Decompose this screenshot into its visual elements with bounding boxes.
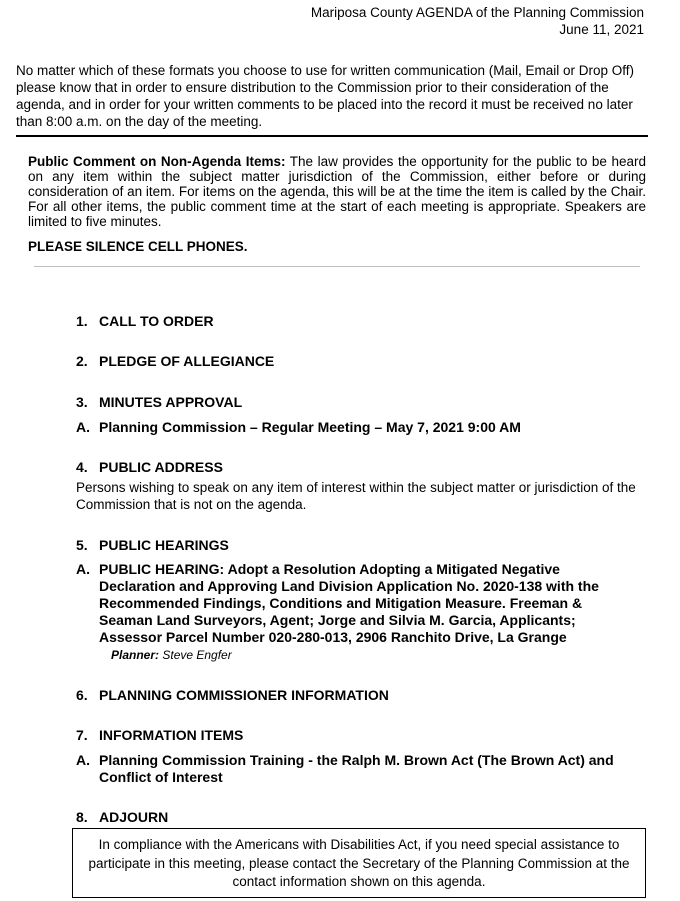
agenda-item-pledge	[76, 353, 274, 370]
page-header	[311, 4, 644, 38]
agenda-item-public-address	[76, 459, 223, 476]
item-number: 1.	[76, 313, 88, 329]
agenda-item-information-items	[76, 727, 243, 744]
item-label: ADJOURN	[99, 809, 169, 825]
item-number: 7.	[76, 727, 88, 743]
header-title: Mariposa County AGENDA of the Planning Commission	[310, 5, 644, 20]
item-number: 3.	[76, 394, 88, 410]
header-date: June 11, 2021	[559, 22, 644, 37]
item-number: A.	[76, 752, 90, 768]
item-number: A.	[76, 561, 90, 577]
item-label: PLANNING COMMISSIONER INFORMATION	[99, 687, 389, 703]
item-label: CALL TO ORDER	[99, 313, 214, 329]
thin-divider	[34, 266, 640, 267]
item-number: 5.	[76, 537, 88, 553]
item-number: 2.	[76, 353, 88, 369]
item-label: Planning Commission Training - the Ralph M. Brown Act (The Brown Act) and Conflict of Interest	[99, 752, 614, 785]
planner-label: Planner:	[111, 648, 160, 662]
silence-phones-notice: PLEASE SILENCE CELL PHONES.	[28, 239, 248, 254]
ada-notice-box: In compliance with the Americans with Disabilities Act, if you need special assistance to participate in this meeting, please contact the Secretary of the Planning Commission at the contact information shown on this agenda.	[72, 828, 646, 898]
agenda-item-public-hearings	[76, 537, 229, 554]
item-number: 6.	[76, 687, 88, 703]
item-number: 8.	[76, 809, 88, 825]
item-label: Planning Commission – Regular Meeting – May 7, 2021 9:00 AM	[99, 419, 521, 435]
agenda-subitem-brown-act-training	[76, 752, 636, 786]
item-label: PLEDGE OF ALLEGIANCE	[99, 353, 275, 369]
planner-name: Steve Engfer	[159, 648, 232, 662]
public-comment-body: The law provides the opportunity for the public to be heard on any item within the subject matter jurisdiction of the Commission, either before or during consideration of an item. For items on the agenda, this will be at the time the item is called by the Chair. For all other items, the public comment time at the start of each meeting is appropriate. Speakers are limited to five minutes.	[28, 154, 646, 229]
agenda-item-minutes-approval	[76, 394, 242, 411]
written-communication-notice: No matter which of these formats you choose to use for written communication (Mail, Email or Drop Off) please know that in order to ensure distribution to the Commission prior to their consideration of the agenda, and in order for your written comments to be placed into the record it must be received no later than 8:00 a.m. on the day of the meeting.	[16, 63, 634, 129]
public-address-description: Persons wishing to speak on any item of interest within the subject matter or jurisdiction of the Commission that is not on the agenda.	[76, 480, 636, 512]
agenda-subitem-regular-meeting	[76, 419, 521, 436]
planner-credit	[111, 648, 232, 662]
agenda-item-adjourn	[76, 809, 168, 826]
agenda-item-call-to-order	[76, 313, 214, 330]
item-number: 4.	[76, 459, 88, 475]
item-label: PUBLIC HEARINGS	[99, 537, 229, 553]
public-comment-notice	[28, 154, 646, 229]
agenda-item-commissioner-information	[76, 687, 389, 704]
item-number: A.	[76, 419, 90, 435]
public-comment-heading: Public Comment on Non-Agenda Items:	[28, 154, 286, 169]
agenda-subitem-public-hearing	[76, 561, 636, 646]
item-label: PUBLIC HEARING: Adopt a Resolution Adopting a Mitigated Negative Declaration and Approving Land Division Application No. 2020-138 with the Recommended Findings, Conditions and Mitigation Measure. Freeman & Seaman Land Surveyors, Agent; Jorge and Silvia M. Garcia, Applicants; Assessor Parcel Number 020-280-013, 2906 Ranchito Drive, La Grange	[99, 561, 599, 645]
item-label: MINUTES APPROVAL	[99, 394, 243, 410]
section-divider	[16, 135, 648, 137]
item-label: INFORMATION ITEMS	[99, 727, 244, 743]
item-label: PUBLIC ADDRESS	[99, 459, 223, 475]
